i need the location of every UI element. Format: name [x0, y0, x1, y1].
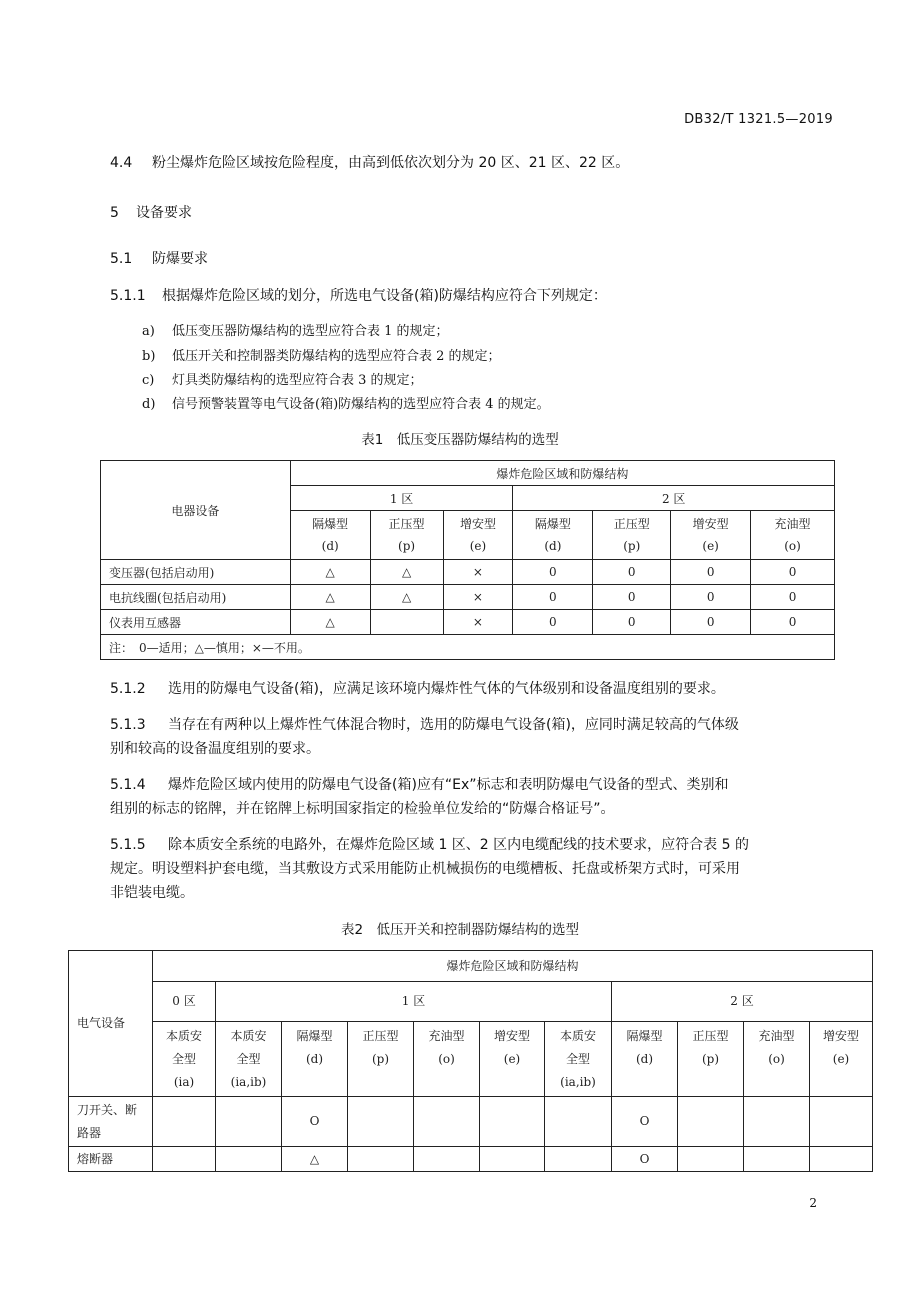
device-name: 电抗线圈(包括启动用): [101, 585, 291, 610]
type-header: 隔爆型 (d): [612, 1022, 678, 1097]
clause-text: 防爆要求: [152, 251, 208, 267]
table-2: [68, 950, 873, 1172]
table-cell: △: [290, 585, 370, 610]
type-header: 增安型 (e): [671, 511, 751, 560]
table-cell: ×: [443, 610, 513, 635]
clause-text: 选用的防爆电气设备(箱)，应满足该环境内爆炸性气体的气体级别和设备温度组别的要求。: [168, 681, 725, 697]
type-header: 本质安 全型 (ia,ib): [216, 1022, 282, 1097]
device-name: 刀开关、断 路器: [69, 1097, 153, 1147]
clause-number: 5.1.3: [110, 717, 146, 733]
type-header: 增安型 (e): [810, 1022, 873, 1097]
type-header: 隔爆型 (d): [290, 511, 370, 560]
zone-2-header: 2 区: [513, 486, 835, 511]
table-cell: [744, 1147, 810, 1172]
clause-continuation: 非铠装电缆。: [110, 885, 194, 901]
table-cell: 0: [593, 560, 671, 585]
list-item: [142, 320, 449, 339]
zone-group-header: 爆炸危险区域和防爆结构: [153, 951, 873, 982]
table-cell: [678, 1097, 744, 1147]
list-text: 低压开关和控制器类防爆结构的选型应符合表 2 的规定；: [172, 349, 501, 364]
device-name: 熔断器: [69, 1147, 153, 1172]
table-cell: 0: [751, 585, 835, 610]
table-cell: O: [612, 1097, 678, 1147]
section-5-heading: [110, 202, 192, 222]
list-text: 信号预警装置等电气设备(箱)防爆结构的选型应符合表 4 的规定。: [172, 397, 550, 412]
table-1-caption: 表1 低压变压器防爆结构的选型: [361, 432, 559, 448]
table-cell: [480, 1147, 545, 1172]
table-cell: [216, 1097, 282, 1147]
clause-number: 4.4: [110, 155, 133, 171]
list-text: 灯具类防爆结构的选型应符合表 3 的规定；: [172, 373, 423, 388]
table-cell: ×: [443, 560, 513, 585]
table-cell: 0: [671, 610, 751, 635]
table-1: [100, 460, 835, 660]
table-cell: ×: [443, 585, 513, 610]
list-item: [142, 369, 423, 388]
type-header: 正压型 (p): [348, 1022, 414, 1097]
list-marker: a): [142, 324, 155, 339]
clause-number: 5.1.1: [110, 288, 146, 304]
list-item: [142, 345, 501, 364]
clause-continuation: 组别的标志的铭牌，并在铭牌上标明国家指定的检验单位发给的“防爆合格证号”。: [110, 801, 615, 817]
table-cell: [545, 1097, 612, 1147]
table-cell: [744, 1097, 810, 1147]
table-cell: △: [290, 610, 370, 635]
type-header: 充油型 (o): [751, 511, 835, 560]
clause-number: 5.1.2: [110, 681, 146, 697]
type-header: 充油型 (o): [744, 1022, 810, 1097]
type-header: 正压型 (p): [678, 1022, 744, 1097]
clause-5-1-3: [110, 714, 739, 734]
zone-1-header: 1 区: [216, 982, 612, 1022]
table-cell: 0: [593, 585, 671, 610]
table-cell: 0: [751, 560, 835, 585]
table-cell: [348, 1097, 414, 1147]
document-id: DB32/T 1321.5—2019: [684, 112, 833, 127]
type-header: 本质安 全型 (ia,ib): [545, 1022, 612, 1097]
table-row: [101, 610, 835, 635]
device-name: 仪表用互感器: [101, 610, 291, 635]
table-cell: [414, 1147, 480, 1172]
zone-group-header: 爆炸危险区域和防爆结构: [290, 461, 834, 486]
clause-number: 5.1.5: [110, 837, 146, 853]
table-2-caption: 表2 低压开关和控制器防爆结构的选型: [340, 922, 580, 938]
clause-text: 根据爆炸危险区域的划分，所选电气设备(箱)防爆结构应符合下列规定：: [162, 288, 607, 304]
device-header: 电气设备: [69, 951, 153, 1097]
clause-text: 除本质安全系统的电路外，在爆炸危险区域 1 区、2 区内电缆配线的技术要求，应符合表 5 的: [168, 837, 749, 853]
table-cell: [216, 1147, 282, 1172]
list-marker: c): [142, 373, 155, 388]
table-cell: 0: [593, 610, 671, 635]
table-row: [101, 560, 835, 585]
type-header: 充油型 (o): [414, 1022, 480, 1097]
type-header: 隔爆型 (d): [513, 511, 593, 560]
clause-4-4: [110, 152, 629, 172]
zone-0-header: 0 区: [153, 982, 216, 1022]
clause-number: 5.1: [110, 251, 133, 267]
type-header: 正压型 (p): [593, 511, 671, 560]
table-cell: [545, 1147, 612, 1172]
table-row: [101, 585, 835, 610]
list-marker: d): [142, 397, 156, 412]
clause-5-1-2: [110, 678, 725, 698]
table-cell: 0: [671, 585, 751, 610]
table-note: 注： 0—适用；△—慎用；×—不用。: [101, 635, 835, 660]
clause-text: 当存在有两种以上爆炸性气体混合物时，选用的防爆电气设备(箱)，应同时满足较高的气体级: [168, 717, 739, 733]
zone-2-header: 2 区: [612, 982, 873, 1022]
table-cell: 0: [751, 610, 835, 635]
list-marker: b): [142, 349, 156, 364]
section-5-1-heading: [110, 248, 208, 268]
clause-5-1-1: [110, 285, 607, 305]
type-header: 隔爆型 (d): [282, 1022, 348, 1097]
table-cell: 0: [513, 610, 593, 635]
table-cell: 0: [513, 585, 593, 610]
table-cell: 0: [513, 560, 593, 585]
device-header: 电器设备: [101, 461, 291, 560]
table-cell: △: [290, 560, 370, 585]
clause-5-1-5: [110, 834, 749, 854]
table-cell: [153, 1147, 216, 1172]
list-item: [142, 393, 550, 412]
clause-text: 设备要求: [136, 205, 192, 221]
table-cell: [678, 1147, 744, 1172]
table-cell: [370, 610, 443, 635]
table-cell: 0: [671, 560, 751, 585]
table-cell: [153, 1097, 216, 1147]
table-row: [69, 1147, 873, 1172]
clause-number: 5.1.4: [110, 777, 146, 793]
table-cell: [810, 1147, 873, 1172]
table-cell: [414, 1097, 480, 1147]
table-cell: [348, 1147, 414, 1172]
clause-number: 5: [110, 205, 119, 221]
table-cell: △: [370, 560, 443, 585]
type-header: 正压型 (p): [370, 511, 443, 560]
table-cell: [810, 1097, 873, 1147]
table-cell: O: [282, 1097, 348, 1147]
device-name: 变压器(包括启动用): [101, 560, 291, 585]
type-header: 增安型 (e): [480, 1022, 545, 1097]
clause-text: 粉尘爆炸危险区域按危险程度，由高到低依次划分为 20 区、21 区、22 区。: [152, 155, 630, 171]
page-number: 2: [809, 1196, 817, 1210]
table-cell: △: [370, 585, 443, 610]
list-text: 低压变压器防爆结构的选型应符合表 1 的规定；: [172, 324, 449, 339]
type-header: 本质安 全型 (ia): [153, 1022, 216, 1097]
clause-continuation: 别和较高的设备温度组别的要求。: [110, 741, 320, 757]
clause-continuation: 规定。明设塑料护套电缆，当其敷设方式采用能防止机械损伤的电缆槽板、托盘或桥架方式时，可采用: [110, 861, 740, 877]
table-cell: O: [612, 1147, 678, 1172]
clause-5-1-4: [110, 774, 729, 794]
clause-text: 爆炸危险区域内使用的防爆电气设备(箱)应有“Ex”标志和表明防爆电气设备的型式、类别和: [168, 777, 729, 793]
type-header: 增安型 (e): [443, 511, 513, 560]
table-cell: [480, 1097, 545, 1147]
zone-1-header: 1 区: [290, 486, 513, 511]
table-row: [69, 1097, 873, 1147]
table-cell: △: [282, 1147, 348, 1172]
